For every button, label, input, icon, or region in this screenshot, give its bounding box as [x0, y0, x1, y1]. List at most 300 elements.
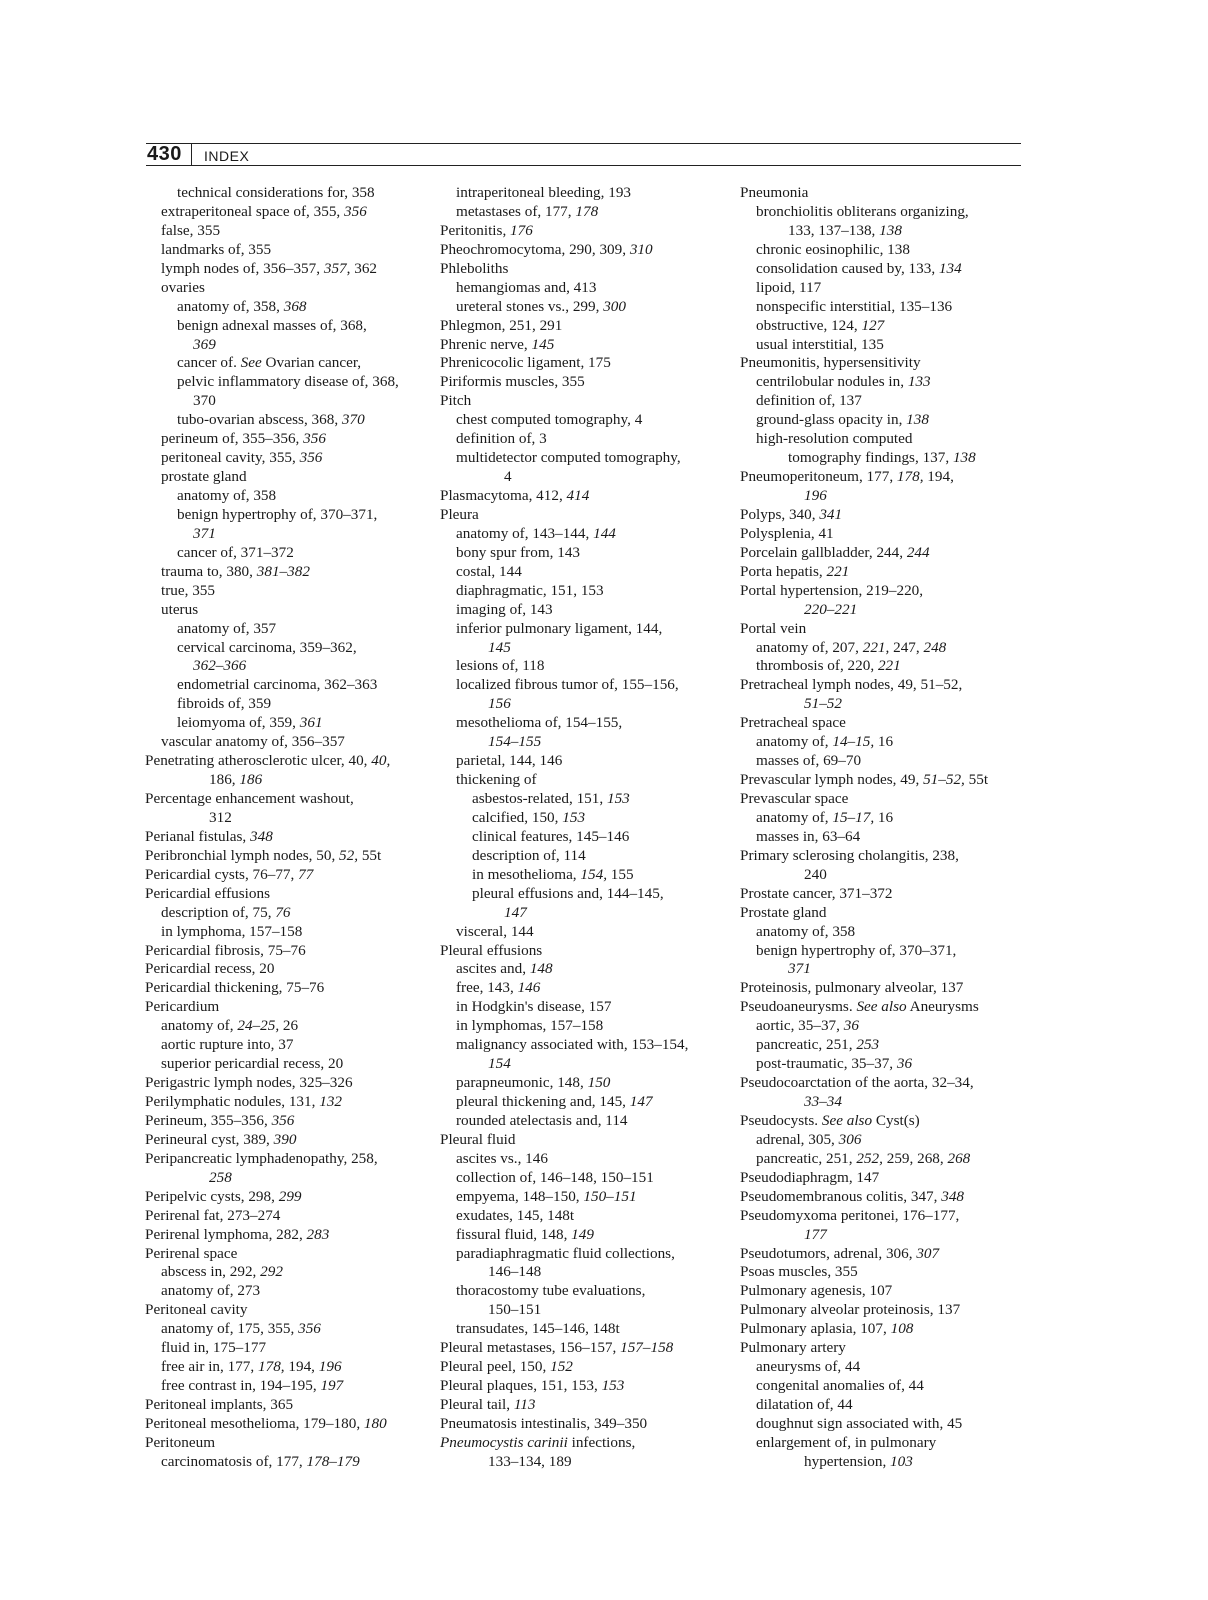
index-entry [440, 1074, 728, 1093]
index-entry [440, 1396, 728, 1415]
index-entry [740, 790, 1030, 809]
index-entry [440, 828, 728, 847]
index-entry [440, 998, 728, 1017]
index-entry [145, 411, 425, 430]
index-entry [740, 695, 1030, 714]
index-entry [440, 203, 728, 222]
index-entry-text: Pericardial thickening, 75–76 [145, 979, 325, 997]
index-entry [145, 241, 425, 260]
index-entry-italic: 369 [193, 335, 216, 353]
index-entry [740, 1093, 1030, 1112]
index-entry-italic: 362–366 [193, 657, 247, 675]
index-entry-text: centrilobular nodules in, [756, 373, 908, 391]
index-entry-italic: 153 [601, 1377, 625, 1395]
index-entry-text: peritoneal cavity, 355, [161, 449, 300, 467]
index-entry-text: trauma to, 380, [161, 562, 257, 580]
index-entry-italic: 24–25, [237, 1017, 280, 1035]
index-entry [440, 1434, 728, 1453]
index-entry-text: aneurysms of, 44 [756, 1358, 861, 1376]
index-entry-text: free, 143, [456, 979, 518, 997]
index-entry [145, 392, 425, 411]
index-entry-text: hypertension, [804, 1452, 891, 1470]
index-entry-text: ovaries [161, 278, 205, 296]
index-entry-text: in lymphoma, 157–158 [161, 922, 303, 940]
index-entry [440, 279, 728, 298]
index-entry [440, 468, 728, 487]
index-entry-text: Pleural metastases, 156–157, [440, 1339, 621, 1357]
index-entry-italic: 148 [529, 960, 553, 978]
index-entry-text: parapneumonic, 148, [456, 1074, 588, 1092]
index-entry [145, 904, 425, 923]
index-entry [145, 1415, 425, 1434]
index-entry [440, 317, 728, 336]
index-entry-italic: Pneumocystis carinii [440, 1433, 568, 1451]
index-entry [740, 222, 1030, 241]
index-entry-italic: 221 [877, 657, 901, 675]
index-entry [145, 525, 425, 544]
index-entry-text: Proteinosis, pulmonary alveolar, 137 [740, 979, 964, 997]
index-entry [145, 1377, 425, 1396]
index-entry [440, 1282, 728, 1301]
index-entry-text: anatomy of, 207, [756, 638, 863, 656]
index-entry-italic: 146 [517, 979, 541, 997]
index-entry [145, 1150, 425, 1169]
index-entry-text: Perianal fistulas, [145, 827, 251, 845]
index-entry [440, 544, 728, 563]
header-top-rule [146, 143, 1021, 144]
index-entry-italic: 52, [339, 846, 359, 864]
index-entry-text: Phrenic nerve, [440, 335, 532, 353]
index-entry [145, 752, 425, 771]
index-entry [440, 866, 728, 885]
index-entry-text: in mesothelioma, [472, 865, 581, 883]
index-entry-text: Pneumatosis intestinalis, 349–350 [440, 1414, 648, 1432]
index-entry-text: malignancy associated with, 153–154, [456, 1036, 689, 1054]
index-entry-italic: 153 [562, 808, 586, 826]
index-entry [740, 979, 1030, 998]
index-entry [145, 885, 425, 904]
index-entry-text: Pleural effusions [440, 941, 543, 959]
index-entry-text: Porcelain gallbladder, 244, [740, 543, 907, 561]
index-entry [440, 1036, 728, 1055]
index-entry-text: uterus [161, 600, 199, 618]
index-entry [145, 714, 425, 733]
index-entry-text: thoracostomy tube evaluations, [456, 1282, 646, 1300]
index-entry-text: bronchiolitis obliterans organizing, [756, 202, 969, 220]
index-entry-italic: 14–15, [832, 733, 875, 751]
index-entry-text: visceral, 144 [456, 922, 534, 940]
index-entry-text: 16 [874, 808, 894, 826]
index-entry [145, 1169, 425, 1188]
index-entry-italic: 390 [273, 1130, 297, 1148]
index-entry-italic: 156 [488, 695, 511, 713]
index-entry [440, 563, 728, 582]
index-column-1 [145, 184, 425, 1472]
index-entry-text: masses of, 69–70 [756, 752, 862, 770]
index-entry-italic: 283 [306, 1225, 330, 1243]
index-entry [740, 373, 1030, 392]
index-entry [740, 1112, 1030, 1131]
index-entry-italic: 144 [593, 524, 616, 542]
index-entry-italic: 133 [907, 373, 931, 391]
index-entry-italic: 299 [278, 1187, 302, 1205]
index-entry-text: Plasmacytoma, 412, [440, 487, 567, 504]
index-entry [440, 695, 728, 714]
index-entry [440, 1453, 728, 1472]
index-entry [740, 1453, 1030, 1472]
index-entry [145, 1036, 425, 1055]
index-entry [740, 1055, 1030, 1074]
index-entry-italic: 154, [580, 865, 607, 883]
index-entry [440, 1301, 728, 1320]
index-entry-text: 146–148 [488, 1263, 542, 1281]
index-entry-text: parietal, 144, 146 [456, 752, 563, 770]
index-entry-italic: 356 [299, 449, 323, 467]
index-entry-text: intraperitoneal bleeding, 193 [456, 184, 632, 201]
index-entry-italic: 150 [587, 1074, 611, 1092]
index-entry [740, 923, 1030, 942]
index-entry-text: 150–151 [488, 1301, 542, 1319]
index-entry [145, 1263, 425, 1282]
index-entry-text: Prostate gland [740, 903, 827, 921]
index-entry-text: perineum of, 355–356, [161, 430, 304, 448]
index-entry-text: abscess in, 292, [161, 1263, 261, 1281]
index-entry-text: Pneumoperitoneum, 177, [740, 468, 897, 486]
index-entry [740, 1282, 1030, 1301]
index-entry [740, 676, 1030, 695]
index-entry-text: empyema, 148–150, [456, 1187, 584, 1205]
index-entry [145, 1320, 425, 1339]
header-separator [191, 144, 192, 165]
index-entry-text: ureteral stones vs., 299, [456, 297, 604, 315]
index-entry-text: 194, [284, 1358, 319, 1376]
index-entry [440, 771, 728, 790]
index-entry-italic: 152 [550, 1358, 573, 1376]
index-entry-text: Pulmonary alveolar proteinosis, 137 [740, 1301, 961, 1319]
index-entry [440, 1169, 728, 1188]
index-entry-text: 133–134, 189 [488, 1452, 572, 1470]
index-entry [145, 582, 425, 601]
index-entry-text: Phleboliths [440, 259, 509, 277]
index-entry-text: aortic, 35–37, [756, 1017, 844, 1035]
index-entry-text: Penetrating atherosclerotic ulcer, 40, [145, 752, 372, 770]
index-entry-italic: 357 [323, 259, 347, 277]
index-entry [145, 1453, 425, 1472]
index-entry-text: free contrast in, 194–195, [161, 1377, 321, 1395]
index-entry-italic: 15–17, [832, 808, 875, 826]
index-entry-italic: 248 [923, 638, 947, 656]
index-entry-italic: 149 [571, 1225, 594, 1243]
index-entry-text: pancreatic, 251, [756, 1036, 857, 1054]
index-entry [440, 1358, 728, 1377]
index-entry [440, 1093, 728, 1112]
index-entry-text: true, 355 [161, 581, 215, 599]
index-entry [145, 449, 425, 468]
index-entry [740, 752, 1030, 771]
index-entry [740, 487, 1030, 506]
index-entry-text: anatomy of, [756, 733, 833, 751]
index-entry [440, 1339, 728, 1358]
index-entry [440, 1017, 728, 1036]
index-entry [740, 1074, 1030, 1093]
index-entry-italic: 306 [838, 1130, 862, 1148]
index-entry [740, 885, 1030, 904]
index-entry-text: carcinomatosis of, 177, [161, 1452, 307, 1470]
index-entry [145, 203, 425, 222]
index-entry-text: in Hodgkin's disease, 157 [456, 998, 612, 1016]
index-entry [145, 1434, 425, 1453]
index-entry-text: Pseudoaneurysms. [740, 998, 857, 1016]
index-entry-italic: 138 [906, 411, 929, 429]
index-entry [440, 1263, 728, 1282]
index-entry-text: congenital anomalies of, 44 [756, 1377, 924, 1395]
index-entry-text: Perigastric lymph nodes, 325–326 [145, 1074, 353, 1092]
index-entry-text: Perirenal fat, 273–274 [145, 1206, 281, 1224]
index-entry [440, 923, 728, 942]
index-entry-italic: 180 [363, 1414, 387, 1432]
index-entry-text: Pneumonitis, hypersensitivity [740, 354, 921, 372]
index-entry [440, 506, 728, 525]
index-entry-text: Peritoneal cavity [145, 1301, 248, 1319]
page-number: 430 [147, 143, 182, 165]
index-entry-italic: 51–52, [923, 771, 965, 789]
index-entry-text: Psoas muscles, 355 [740, 1263, 858, 1281]
index-entry [145, 771, 425, 790]
index-entry-italic: 268 [947, 1149, 971, 1167]
index-entry-text: Peritoneal mesothelioma, 179–180, [145, 1414, 364, 1432]
index-entry-text: ground-glass opacity in, [756, 411, 907, 429]
index-entry [440, 847, 728, 866]
index-entry [145, 317, 425, 336]
index-entry [740, 1245, 1030, 1264]
index-entry-text: transudates, 145–146, 148t [456, 1320, 620, 1338]
index-entry-text: , 362 [346, 259, 377, 277]
index-entry [740, 1320, 1030, 1339]
index-entry-italic: 348 [250, 827, 273, 845]
index-entry-text: tubo-ovarian abscess, 368, [177, 411, 342, 429]
index-entry-text: Pseudocysts. [740, 1111, 822, 1129]
index-entry-italic: 348 [941, 1187, 965, 1205]
index-entry [740, 733, 1030, 752]
index-entry [440, 639, 728, 658]
index-entry [440, 1320, 728, 1339]
index-entry [440, 885, 728, 904]
index-entry-text: metastases of, 177, [456, 202, 576, 220]
index-entry-text: Aneurysms [906, 998, 979, 1016]
index-entry-text: anatomy of, 175, 355, [161, 1320, 299, 1338]
index-entry-italic: 145 [531, 335, 555, 353]
index-entry [740, 1396, 1030, 1415]
index-entry [740, 184, 1030, 203]
index-entry [740, 809, 1030, 828]
index-entry-text: in lymphomas, 157–158 [456, 1017, 604, 1035]
index-entry-italic: 177 [804, 1225, 827, 1243]
index-entry [440, 336, 728, 355]
index-entry [440, 979, 728, 998]
index-entry-text: cancer of. [177, 354, 241, 372]
index-entry-text: 186, [209, 771, 240, 789]
index-entry-text: doughnut sign associated with, 45 [756, 1414, 963, 1432]
index-entry-italic: 113 [513, 1396, 536, 1413]
index-entry-text: Phlegmon, 251, 291 [440, 316, 563, 334]
index-entry [740, 582, 1030, 601]
index-entry [145, 336, 425, 355]
index-entry-text: lesions of, 118 [456, 657, 545, 675]
index-entry-text: benign hypertrophy of, 370–371, [756, 941, 957, 959]
index-entry-italic: 154–155 [488, 733, 542, 751]
index-entry-italic: 371 [193, 524, 216, 542]
index-entry [440, 1226, 728, 1245]
index-entry-text: vascular anatomy of, 356–357 [161, 733, 345, 751]
index-entry [145, 601, 425, 620]
index-entry-text: nonspecific interstitial, 135–136 [756, 297, 953, 315]
index-entry [440, 392, 728, 411]
index-entry [740, 354, 1030, 373]
index-entry [440, 525, 728, 544]
index-entry [440, 430, 728, 449]
index-entry-text: anatomy of, 358 [177, 487, 277, 504]
index-entry-text: Pseudotumors, adrenal, 306, [740, 1244, 917, 1262]
index-entry [740, 525, 1030, 544]
index-entry-text: Prostate cancer, 371–372 [740, 884, 893, 902]
index-entry-italic: 221, [862, 638, 890, 656]
index-entry-text: Pleural peel, 150, [440, 1358, 551, 1376]
index-entry [740, 260, 1030, 279]
index-entry-text: Peribronchial lymph nodes, 50, [145, 846, 340, 864]
index-entry-italic: 145 [488, 638, 511, 656]
index-entry-text: Pleural tail, [440, 1396, 514, 1413]
index-entry-text: infections, [567, 1433, 636, 1451]
index-entry-text: 155 [606, 865, 634, 883]
index-entry [740, 1207, 1030, 1226]
index-entry-italic: 150–151 [583, 1187, 637, 1205]
index-entry [740, 657, 1030, 676]
index-entry [145, 260, 425, 279]
index-entry [440, 904, 728, 923]
index-entry-text: diaphragmatic, 151, 153 [456, 581, 604, 599]
index-entry-text: benign hypertrophy of, 370–371, [177, 505, 378, 523]
index-entry-text: Perineum, 355–356, [145, 1111, 272, 1129]
index-entry [145, 1131, 425, 1150]
index-entry-text: 4 [504, 468, 512, 486]
index-entry [145, 487, 425, 506]
index-entry [145, 979, 425, 998]
index-entry-italic: 134 [938, 259, 962, 277]
index-entry-text: definition of, 137 [756, 392, 862, 410]
index-entry [740, 1017, 1030, 1036]
index-entry-text: endometrial carcinoma, 362–363 [177, 676, 378, 694]
index-entry-text: rounded atelectasis and, 114 [456, 1111, 628, 1129]
index-entry-text: Pneumonia [740, 184, 809, 201]
index-entry-italic: 77 [298, 865, 314, 883]
index-entry-text: anatomy of, [161, 1017, 238, 1035]
index-entry-italic: 300 [603, 297, 626, 315]
index-entry-text: usual interstitial, 135 [756, 335, 884, 353]
index-entry-text: Perineural cyst, 389, [145, 1130, 274, 1148]
index-entry-text: 55t [964, 771, 989, 789]
index-entry-italic: 178, [258, 1358, 285, 1376]
index-entry-italic: 252, [856, 1149, 883, 1167]
index-entry [440, 1055, 728, 1074]
index-entry-text: clinical features, 145–146 [472, 827, 630, 845]
index-column-2 [440, 184, 728, 1472]
index-entry [740, 620, 1030, 639]
index-entry-text: Perirenal lymphoma, 282, [145, 1225, 307, 1243]
index-entry [740, 714, 1030, 733]
index-entry-text: Pleura [440, 505, 479, 523]
index-entry-text: Pleural fluid [440, 1130, 516, 1148]
index-entry [740, 430, 1030, 449]
index-entry-text: cervical carcinoma, 359–362, [177, 638, 357, 656]
index-entry-text: Polysplenia, 41 [740, 524, 834, 542]
index-entry-italic: 103 [890, 1452, 913, 1470]
index-entry [145, 468, 425, 487]
index-entry [145, 1112, 425, 1131]
index-entry [145, 373, 425, 392]
index-entry [145, 1301, 425, 1320]
index-entry [740, 866, 1030, 885]
index-entry-text: obstructive, 124, [756, 316, 862, 334]
index-entry-text: high-resolution computed [756, 430, 913, 448]
index-entry [440, 620, 728, 639]
index-entry-italic: 361 [299, 714, 323, 732]
index-entry-text: pancreatic, 251, [756, 1149, 857, 1167]
index-entry-text: 259, 268, [882, 1149, 948, 1167]
index-entry-text: costal, 144 [456, 562, 522, 580]
index-entry-italic: See also [821, 1111, 873, 1129]
index-entry [145, 847, 425, 866]
index-entry-text: 370 [193, 392, 216, 410]
index-entry [740, 1226, 1030, 1245]
index-entry [145, 790, 425, 809]
index-entry-text: bony spur from, 143 [456, 543, 581, 561]
index-entry-text: 133, 137–138, [788, 221, 880, 239]
index-entry-text: Pulmonary artery [740, 1339, 846, 1357]
index-entry-italic: 196 [318, 1358, 342, 1376]
index-entry-text: free air in, 177, [161, 1358, 258, 1376]
index-entry-text: Peripelvic cysts, 298, [145, 1187, 279, 1205]
index-entry [145, 657, 425, 676]
index-entry-text: anatomy of, 143–144, [456, 524, 594, 542]
index-entry [440, 1150, 728, 1169]
index-entry [440, 809, 728, 828]
index-entry-text: collection of, 146–148, 150–151 [456, 1168, 654, 1186]
index-entry-italic: 36 [896, 1055, 913, 1073]
index-entry-text: Polyps, 340, [740, 505, 820, 523]
index-entry-italic: 157–158 [620, 1339, 674, 1357]
index-entry-text: pleural effusions and, 144–145, [472, 884, 664, 902]
index-entry-text: Percentage enhancement washout, [145, 790, 354, 807]
index-entry [740, 203, 1030, 222]
index-entry [440, 752, 728, 771]
index-entry-text: anatomy of, 358 [756, 922, 856, 940]
index-entry [145, 1339, 425, 1358]
index-entry [145, 620, 425, 639]
index-entry-text: Pericardial cysts, 76–77, [145, 865, 299, 883]
index-entry [740, 1339, 1030, 1358]
index-entry-italic: 40, [371, 752, 391, 770]
index-entry-italic: 368 [283, 297, 307, 315]
index-entry-text: Prevascular lymph nodes, 49, [740, 771, 924, 789]
index-entry-text: asbestos-related, 151, [472, 790, 607, 807]
index-entry-italic: 253 [856, 1036, 880, 1054]
index-entry-italic: 127 [861, 316, 885, 334]
index-entry [145, 1188, 425, 1207]
index-entry [145, 1396, 425, 1415]
index-entry-text: Ovarian cancer, [261, 354, 362, 372]
index-entry-text: hemangiomas and, 413 [456, 278, 597, 296]
index-entry-text: fissural fluid, 148, [456, 1225, 572, 1243]
